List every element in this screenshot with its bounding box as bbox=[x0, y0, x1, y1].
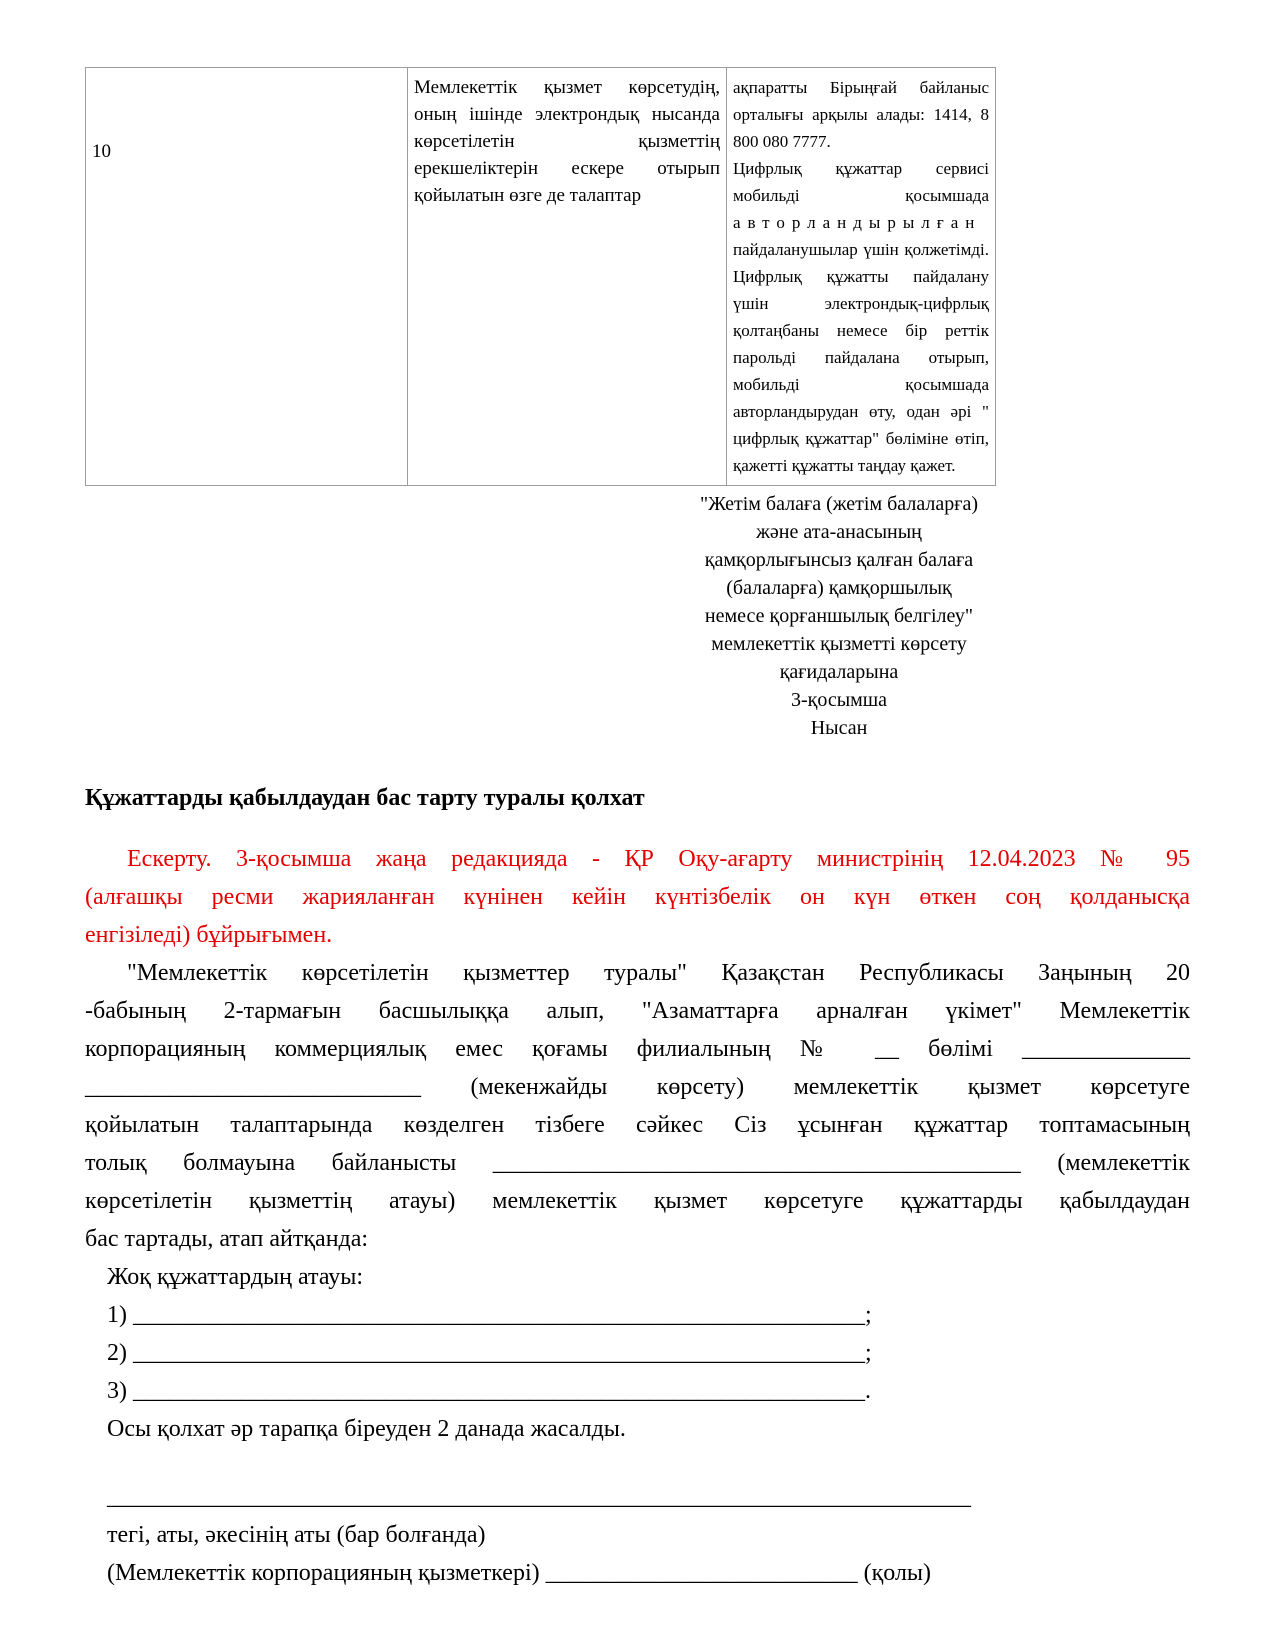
text-line: тегі, аты, әкесінің аты (бар болғанда) bbox=[107, 1522, 486, 1548]
text-line: Осы қолхат әр тарапқа біреуден 2 данада жасалды. bbox=[107, 1416, 626, 1442]
text-line: авторландырылған bbox=[733, 213, 982, 232]
row-number: 10 bbox=[92, 141, 111, 162]
text-line: 3-қосымша bbox=[790, 689, 888, 711]
text-line: Жоқ құжаттардың атауы: bbox=[107, 1264, 364, 1290]
text-line: авторландырудан өту, одан әрі " bbox=[733, 402, 989, 421]
text-line: Цифрлық құжатты пайдалану bbox=[733, 267, 989, 286]
text-line: (алғашқы ресми жарияланған күнінен кейін күнтізбелік он күн өткен соң қолданысқа bbox=[85, 884, 1190, 910]
text-line: (Мемлекеттік корпорацияның қызметкері) __________________________ (қолы) bbox=[107, 1560, 932, 1586]
text-line: оның ішінде электрондық нысанда bbox=[414, 104, 720, 125]
text-line: қажетті құжатты таңдау қажет. bbox=[733, 456, 956, 475]
requirement-cell bbox=[408, 68, 727, 486]
text-line: толық болмауына байланысты ____________________________________________ (мемлекеттік bbox=[85, 1150, 1190, 1176]
text-line: қойылатын талаптарында көзделген тізбеге сәйкес Сіз ұсынған құжаттар топтамасының bbox=[85, 1112, 1190, 1138]
text-line: 1) _____________________________________________________________; bbox=[107, 1302, 872, 1328]
text-line: Нысан bbox=[810, 717, 868, 739]
text-line: 2) _____________________________________________________________; bbox=[107, 1340, 872, 1366]
text-line: қамқорлығынсыз қалған балаға bbox=[704, 549, 974, 571]
requirements-table bbox=[85, 67, 996, 486]
text-line: Цифрлық құжаттар сервисі bbox=[733, 159, 989, 178]
text-line: ________________________________________________________________________ bbox=[107, 1484, 971, 1510]
text-line: парольді пайдалана отырып, bbox=[733, 348, 989, 367]
text-line: пайдаланушылар үшін қолжетімді. bbox=[733, 240, 989, 259]
text-line: мемлекеттік қызметті көрсету bbox=[711, 633, 967, 655]
text-line: үшін электрондық-цифрлық bbox=[733, 294, 989, 313]
table-row bbox=[86, 68, 996, 486]
row-number-cell bbox=[86, 68, 408, 486]
text-line: көрсетілетін қызметтің bbox=[414, 131, 720, 152]
text-line: Ескерту. 3-қосымша жаңа редакцияда - ҚР Оқу-ағарту министрінің 12.04.2023 № 95 bbox=[127, 846, 1190, 872]
document-title: Құжаттарды қабылдаудан бас тарту туралы қолхат bbox=[85, 785, 645, 811]
text-line: бас тартады, атап айтқанда: bbox=[85, 1226, 369, 1252]
text-line: енгізіледі) бұйрығымен. bbox=[85, 922, 333, 948]
text-line bbox=[85, 1448, 1190, 1478]
text-line: 3) _____________________________________________________________. bbox=[107, 1378, 871, 1404]
text-line: цифрлық құжаттар" бөліміне өтіп, bbox=[733, 429, 989, 448]
text-line: ерекшеліктерін ескере отырып bbox=[414, 158, 720, 179]
text-line: мобильді қосымшада bbox=[733, 375, 989, 394]
detail-text bbox=[733, 74, 989, 479]
amendment-note bbox=[85, 840, 1190, 954]
text-line: (балаларға) қамқоршылық bbox=[726, 577, 952, 599]
text-line: қолтаңбаны немесе бір реттік bbox=[733, 321, 989, 340]
form-lines bbox=[85, 1258, 1190, 1592]
text-line: мобильді қосымшада bbox=[733, 186, 989, 205]
text-line: орталығы арқылы алады: 1414, 8 bbox=[733, 105, 989, 124]
requirement-text bbox=[414, 74, 720, 209]
appendix-reference-wrapper bbox=[85, 490, 995, 742]
text-line: ақпаратты Бірыңғай байланыс bbox=[733, 78, 989, 97]
detail-cell bbox=[727, 68, 996, 486]
text-line: немесе қорғаншылық белгілеу" bbox=[704, 605, 974, 627]
text-line: -бабының 2-тармағын басшылыққа алып, "Азаматтарға арналған үкімет" Мемлекеттік bbox=[85, 998, 1190, 1024]
text-line: "Мемлекеттік көрсетілетін қызметтер туралы" Қазақстан Республикасы Заңының 20 bbox=[127, 960, 1190, 986]
text-line: қойылатын өзге де талаптар bbox=[414, 185, 642, 206]
text-line: "Жетім балаға (жетім балаларға) bbox=[700, 493, 978, 515]
appendix-reference-block bbox=[683, 490, 995, 742]
text-line: 800 080 7777. bbox=[733, 132, 831, 151]
body-paragraph bbox=[85, 954, 1190, 1258]
text-line: корпорацияның коммерциялық емес қоғамы филиалының № __ бөлімі ______________ bbox=[85, 1036, 1190, 1062]
text-line: және ата-анасының bbox=[756, 521, 922, 543]
text-line: көрсетілетін қызметтің атауы) мемлекеттік қызмет көрсетуге құжаттарды қабылдаудан bbox=[85, 1188, 1190, 1214]
text-line: Мемлекеттік қызмет көрсетудің, bbox=[414, 77, 720, 98]
text-line: ____________________________ (мекенжайды көрсету) мемлекеттік қызмет көрсетуге bbox=[85, 1074, 1190, 1100]
text-line: қағидаларына bbox=[779, 661, 899, 683]
